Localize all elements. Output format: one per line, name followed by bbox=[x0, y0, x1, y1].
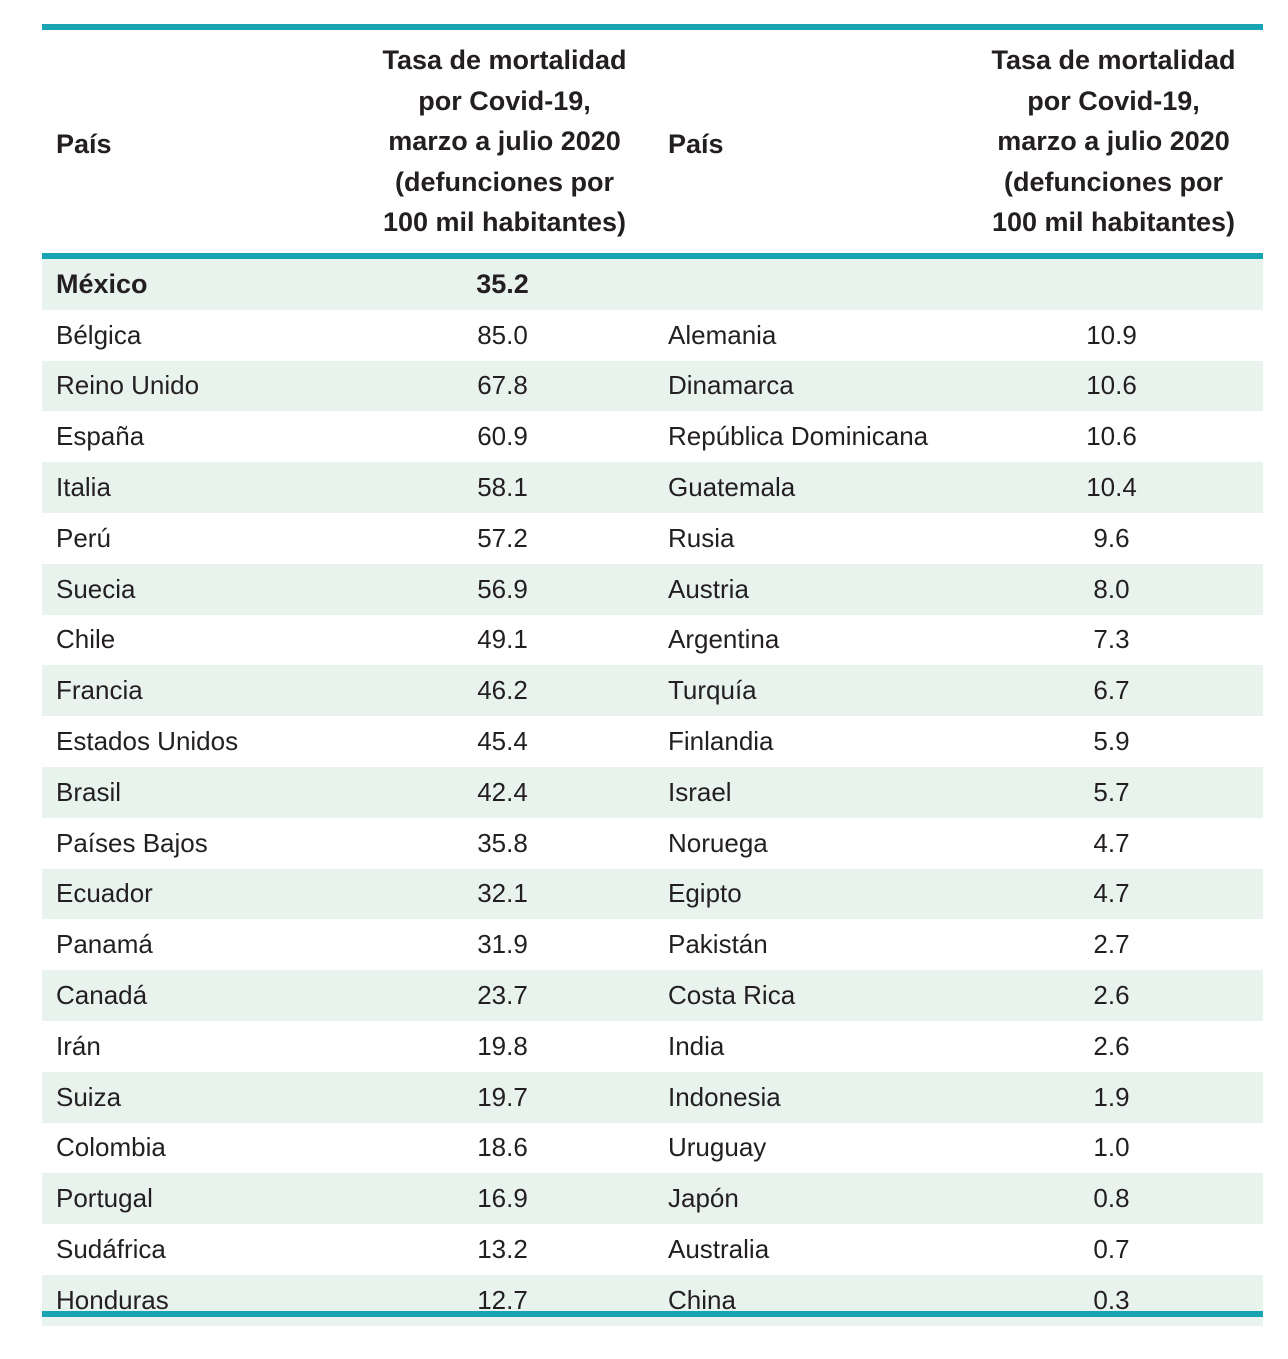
right-rate-cell: 4.7 bbox=[1093, 827, 1130, 858]
right-country-cell: Argentina bbox=[668, 624, 780, 655]
left-country-cell: Honduras bbox=[56, 1284, 169, 1315]
right-rate-cell: 0.8 bbox=[1093, 1183, 1130, 1214]
left-rate-cell: 16.9 bbox=[477, 1183, 528, 1214]
table-row bbox=[42, 1275, 1263, 1326]
table-row bbox=[42, 411, 1263, 462]
left-country-cell: Francia bbox=[56, 675, 143, 706]
left-rate-cell: 23.7 bbox=[477, 980, 528, 1011]
table-row bbox=[42, 1072, 1263, 1123]
left-rate-cell: 58.1 bbox=[477, 472, 528, 503]
left-country-cell: Canadá bbox=[56, 980, 148, 1011]
table-row bbox=[42, 1224, 1263, 1275]
left-rate-cell: 85.0 bbox=[477, 319, 528, 350]
table-row bbox=[42, 615, 1263, 666]
left-country-cell: Panamá bbox=[56, 929, 153, 960]
right-country-cell: República Dominicana bbox=[668, 421, 929, 452]
left-country-cell: España bbox=[56, 421, 145, 452]
right-country-cell: China bbox=[668, 1284, 736, 1315]
left-country-cell: Perú bbox=[56, 522, 111, 553]
right-rate-cell: 1.9 bbox=[1093, 1081, 1130, 1112]
right-rate-cell: 5.9 bbox=[1093, 726, 1130, 757]
left-rate-cell: 32.1 bbox=[477, 878, 528, 909]
featured-rate: 35.2 bbox=[476, 268, 529, 299]
table-row bbox=[42, 1173, 1263, 1224]
left-country-cell: Reino Unido bbox=[56, 370, 200, 401]
right-rate-cell: 0.7 bbox=[1093, 1234, 1130, 1265]
left-country-cell: Brasil bbox=[56, 776, 122, 807]
header-rate-right: Tasa de mortalidad por Covid-19, marzo a julio 2020 (defunciones por 100 mil habitantes) bbox=[991, 45, 1236, 238]
right-country-cell: Israel bbox=[668, 776, 732, 807]
left-country-cell: Colombia bbox=[56, 1132, 166, 1163]
right-country-cell: Rusia bbox=[668, 522, 735, 553]
left-rate-cell: 46.2 bbox=[477, 675, 528, 706]
table-row bbox=[42, 818, 1263, 869]
right-country-cell: Finlandia bbox=[668, 726, 774, 757]
right-country-cell: Dinamarca bbox=[668, 370, 794, 401]
right-rate-cell: 7.3 bbox=[1093, 624, 1130, 655]
left-rate-cell: 60.9 bbox=[477, 421, 528, 452]
right-rate-cell: 10.6 bbox=[1086, 421, 1137, 452]
left-rate-cell: 49.1 bbox=[477, 624, 528, 655]
table-body bbox=[42, 259, 1263, 1315]
left-country-cell: Italia bbox=[56, 472, 111, 503]
featured-country: México bbox=[56, 268, 148, 299]
right-rate-cell: 1.0 bbox=[1093, 1132, 1130, 1163]
right-rate-cell: 10.6 bbox=[1086, 370, 1137, 401]
right-country-cell: Pakistán bbox=[668, 929, 768, 960]
left-rate-cell: 31.9 bbox=[477, 929, 528, 960]
left-country-cell: Estados Unidos bbox=[56, 726, 239, 757]
right-rate-cell: 2.7 bbox=[1093, 929, 1130, 960]
table-row bbox=[42, 513, 1263, 564]
table-row bbox=[42, 564, 1263, 615]
right-country-cell: Noruega bbox=[668, 827, 768, 858]
right-country-cell: Uruguay bbox=[668, 1132, 767, 1163]
table-row bbox=[42, 970, 1263, 1021]
table-row bbox=[42, 361, 1263, 412]
right-country-cell: India bbox=[668, 1030, 725, 1061]
right-country-cell: Japón bbox=[668, 1183, 739, 1214]
table-row bbox=[42, 716, 1263, 767]
table-row bbox=[42, 665, 1263, 716]
table-row bbox=[42, 310, 1263, 361]
right-rate-cell: 2.6 bbox=[1093, 1030, 1130, 1061]
left-country-cell: Suiza bbox=[56, 1081, 122, 1112]
table-row bbox=[42, 767, 1263, 818]
left-rate-cell: 42.4 bbox=[477, 776, 528, 807]
left-rate-cell: 67.8 bbox=[477, 370, 528, 401]
right-country-cell: Australia bbox=[668, 1234, 770, 1265]
right-rate-cell: 8.0 bbox=[1093, 573, 1130, 604]
left-rate-cell: 35.8 bbox=[477, 827, 528, 858]
left-country-cell: Ecuador bbox=[56, 878, 153, 909]
left-rate-cell: 13.2 bbox=[477, 1234, 528, 1265]
table-row bbox=[42, 1123, 1263, 1174]
right-rate-cell: 9.6 bbox=[1093, 522, 1130, 553]
left-rate-cell: 45.4 bbox=[477, 726, 528, 757]
right-country-cell: Turquía bbox=[668, 675, 757, 706]
right-rate-cell: 10.9 bbox=[1086, 319, 1137, 350]
right-rate-cell: 0.3 bbox=[1093, 1284, 1130, 1315]
left-rate-cell: 18.6 bbox=[477, 1132, 528, 1163]
right-rate-cell: 10.4 bbox=[1086, 472, 1137, 503]
right-country-cell: Indonesia bbox=[668, 1081, 781, 1112]
left-country-cell: Países Bajos bbox=[56, 827, 208, 858]
right-rate-cell: 6.7 bbox=[1093, 675, 1130, 706]
left-rate-cell: 56.9 bbox=[477, 573, 528, 604]
right-country-cell: Alemania bbox=[668, 319, 777, 350]
left-country-cell: Portugal bbox=[56, 1183, 153, 1214]
table-header bbox=[42, 30, 1263, 253]
right-rate-cell: 4.7 bbox=[1093, 878, 1130, 909]
featured-row bbox=[42, 259, 1263, 310]
left-rate-cell: 57.2 bbox=[477, 522, 528, 553]
right-rate-cell: 5.7 bbox=[1093, 776, 1130, 807]
mortality-table bbox=[42, 24, 1263, 1317]
right-country-cell: Guatemala bbox=[668, 472, 796, 503]
table-row bbox=[42, 869, 1263, 920]
header-country-right: País bbox=[668, 129, 724, 159]
left-country-cell: Bélgica bbox=[56, 319, 142, 350]
right-country-cell: Costa Rica bbox=[668, 980, 796, 1011]
left-rate-cell: 19.7 bbox=[477, 1081, 528, 1112]
right-country-cell: Austria bbox=[668, 573, 749, 604]
header-rate-left: Tasa de mortalidad por Covid-19, marzo a julio 2020 (defunciones por 100 mil habitantes) bbox=[382, 45, 627, 238]
left-country-cell: Irán bbox=[56, 1030, 101, 1061]
header-country-left: País bbox=[56, 129, 112, 159]
right-rate-cell: 2.6 bbox=[1093, 980, 1130, 1011]
left-rate-cell: 12.7 bbox=[477, 1284, 528, 1315]
left-rate-cell: 19.8 bbox=[477, 1030, 528, 1061]
left-country-cell: Suecia bbox=[56, 573, 136, 604]
table-row bbox=[42, 919, 1263, 970]
right-country-cell: Egipto bbox=[668, 878, 742, 909]
table-row bbox=[42, 462, 1263, 513]
left-country-cell: Chile bbox=[56, 624, 116, 655]
left-country-cell: Sudáfrica bbox=[56, 1234, 166, 1265]
table-row bbox=[42, 1021, 1263, 1072]
